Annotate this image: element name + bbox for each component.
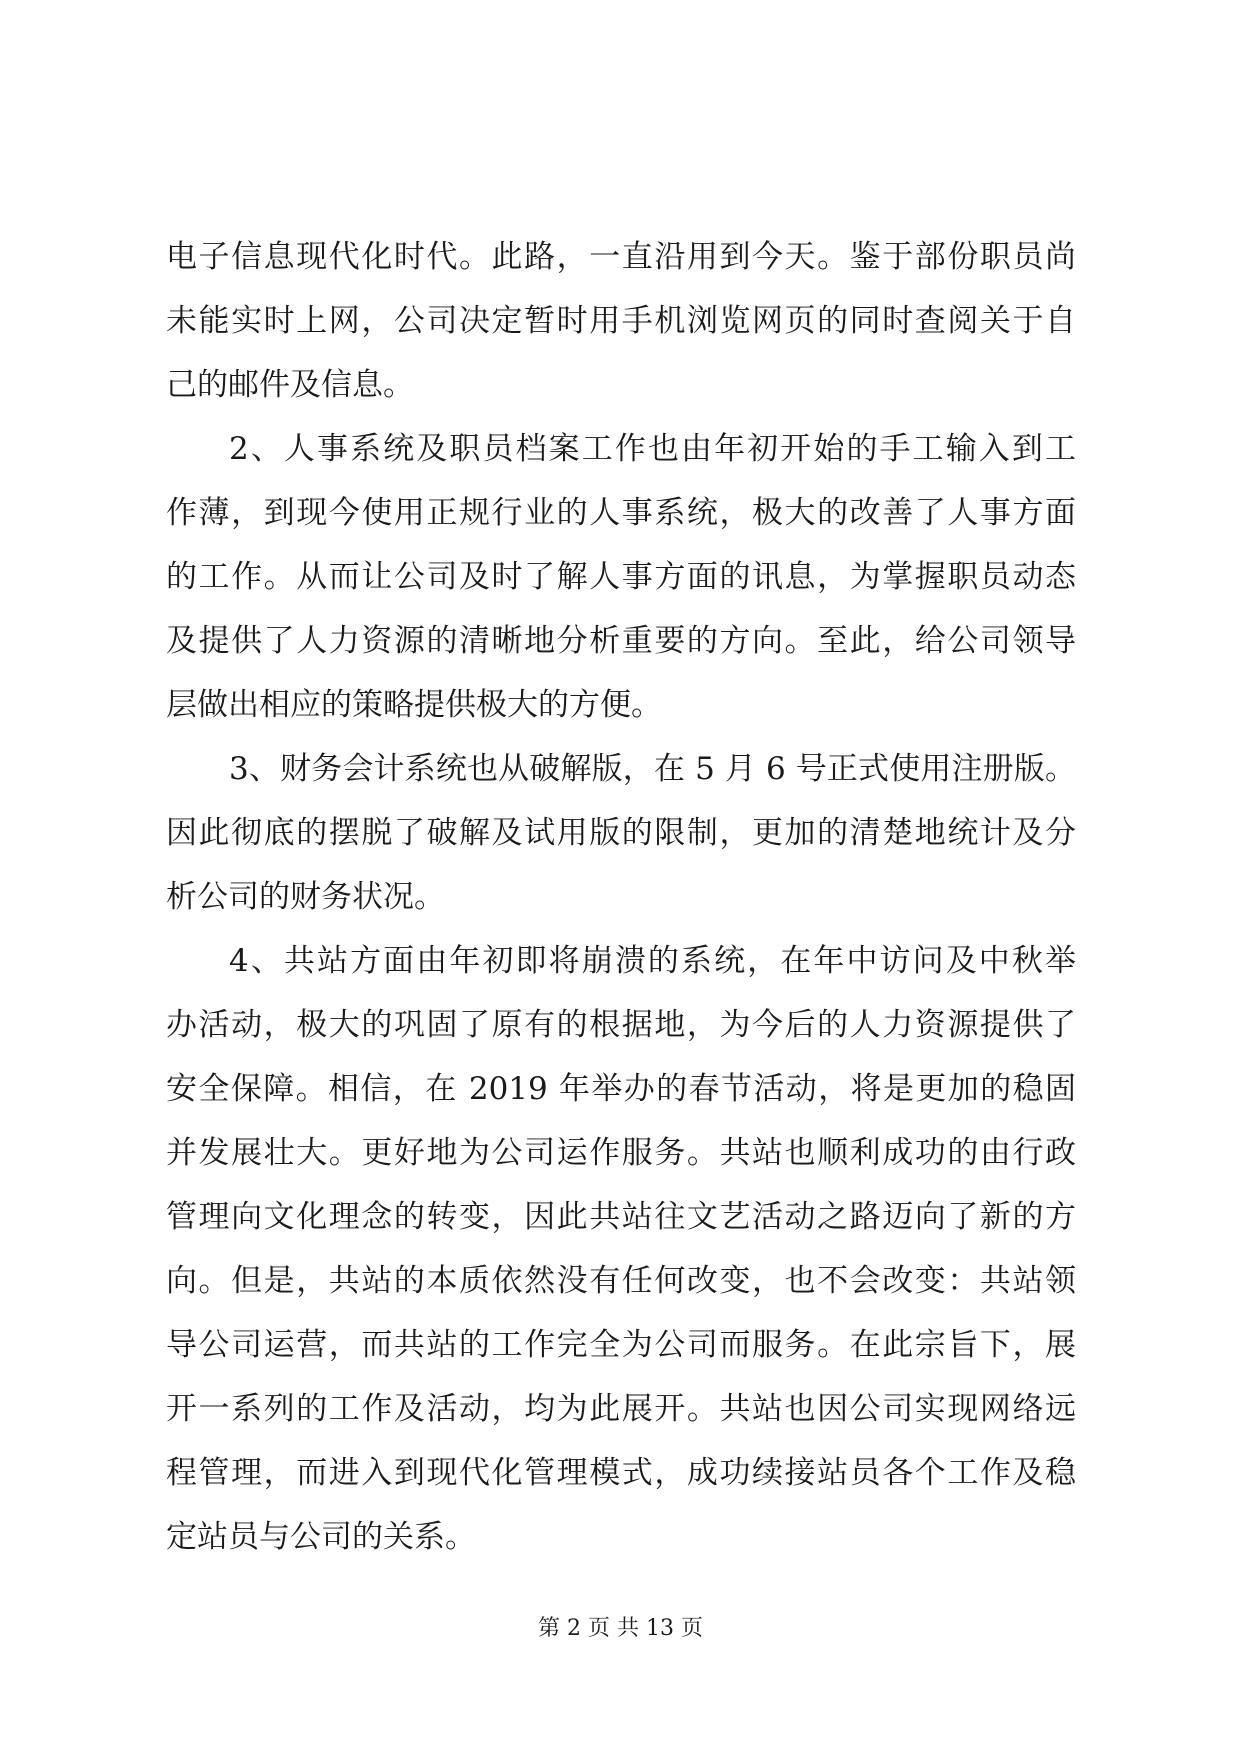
document-body <box>166 225 1076 1569</box>
paragraph-line: 导公司运营，而共站的工作完全为公司而服务。在此宗旨下，展 <box>166 1327 1076 1363</box>
paragraph-line: 未能实时上网，公司决定暂时用手机浏览网页的同时查阅关于自 <box>166 303 1076 339</box>
paragraph-line: 3、财务会计系统也从破解版，在 5 月 6 号正式使用注册版。 <box>229 751 1076 787</box>
page-number-indicator: 第 2 页 共 13 页 <box>538 1616 703 1641</box>
paragraph-4 <box>166 929 1076 1569</box>
paragraph-line: 开一系列的工作及活动，均为此展开。共站也因公司实现网络远 <box>166 1391 1076 1427</box>
paragraph-2 <box>166 417 1076 737</box>
paragraph-line: 作薄，到现今使用正规行业的人事系统，极大的改善了人事方面 <box>166 495 1076 531</box>
paragraph-1 <box>166 225 1076 417</box>
paragraph-line: 向。但是，共站的本质依然没有任何改变，也不会改变：共站领 <box>166 1263 1076 1299</box>
paragraph-line: 的工作。从而让公司及时了解人事方面的讯息，为掌握职员动态 <box>166 559 1076 595</box>
paragraph-line: 层做出相应的策略提供极大的方便。 <box>166 687 662 723</box>
paragraph-3 <box>166 737 1076 929</box>
paragraph-line: 己的邮件及信息。 <box>166 367 414 403</box>
paragraph-line: 并发展壮大。更好地为公司运作服务。共站也顺利成功的由行政 <box>166 1135 1076 1171</box>
paragraph-line: 管理向文化理念的转变，因此共站往文艺活动之路迈向了新的方 <box>166 1199 1076 1235</box>
paragraph-line: 因此彻底的摆脱了破解及试用版的限制，更加的清楚地统计及分 <box>166 815 1076 851</box>
paragraph-line: 及提供了人力资源的清晰地分析重要的方向。至此，给公司领导 <box>166 623 1076 659</box>
paragraph-line: 安全保障。相信，在 2019 年举办的春节活动，将是更加的稳固 <box>166 1071 1076 1107</box>
paragraph-line: 4、共站方面由年初即将崩溃的系统，在年中访问及中秋举 <box>229 943 1076 979</box>
page-footer <box>0 1614 1241 1644</box>
paragraph-line: 析公司的财务状况。 <box>166 879 445 915</box>
paragraph-line: 电子信息现代化时代。此路，一直沿用到今天。鉴于部份职员尚 <box>166 239 1076 275</box>
paragraph-line: 办活动，极大的巩固了原有的根据地，为今后的人力资源提供了 <box>166 1007 1076 1043</box>
paragraph-line: 2、人事系统及职员档案工作也由年初开始的手工输入到工 <box>229 431 1076 467</box>
paragraph-line: 程管理，而进入到现代化管理模式，成功续接站员各个工作及稳 <box>166 1455 1076 1491</box>
paragraph-line: 定站员与公司的关系。 <box>166 1519 476 1555</box>
